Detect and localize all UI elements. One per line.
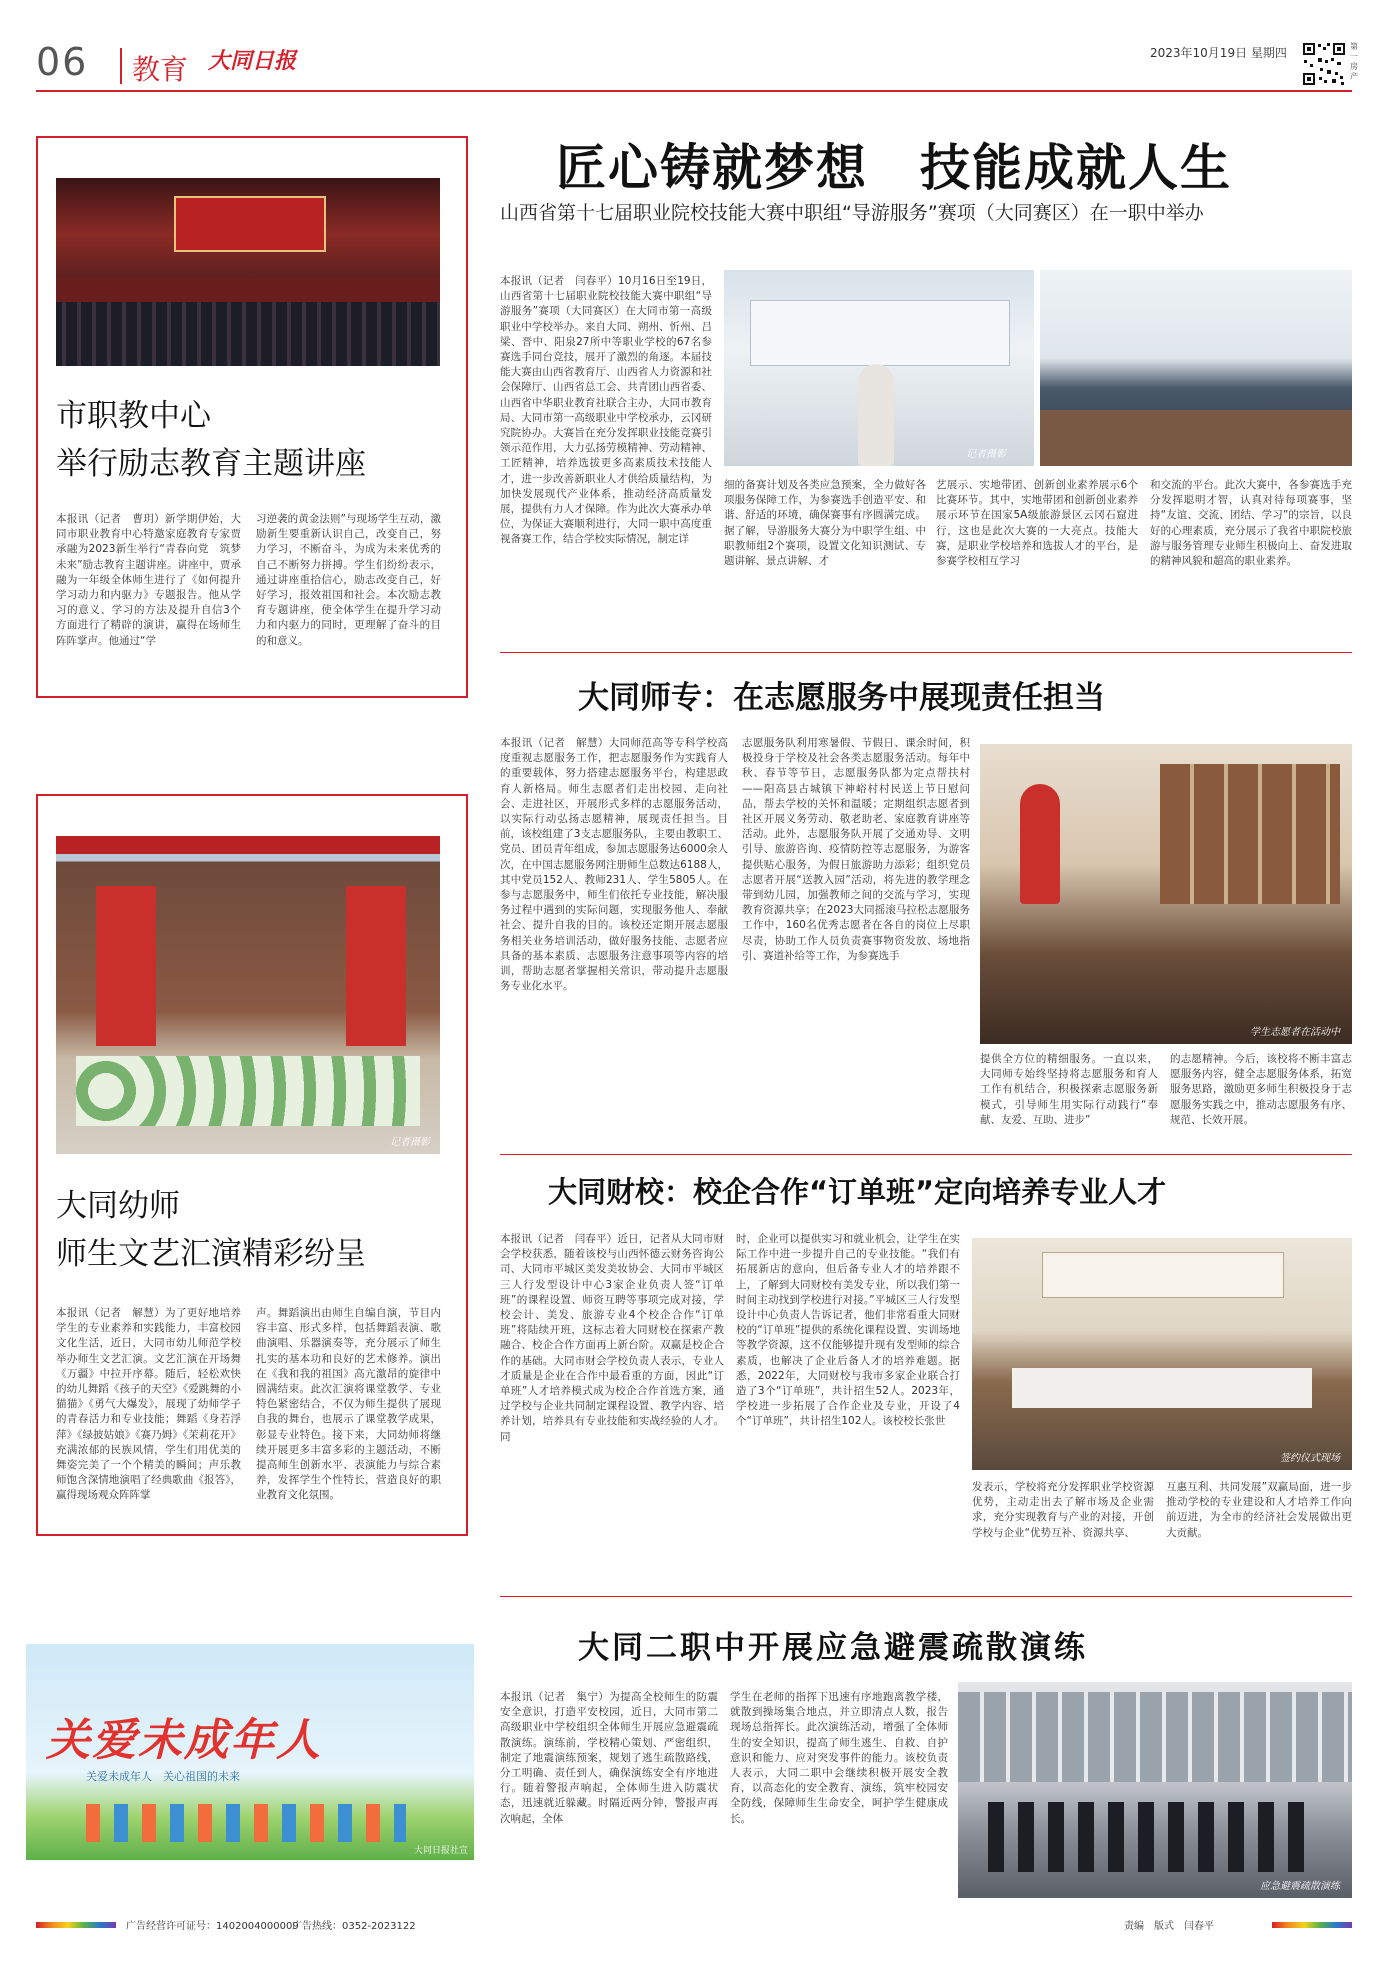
article3-body-col3: 发表示，学校将充分发挥职业学校资源优势，主动走出去了解市场及企业需求，充分实现教育与产业的对接，开创学校与企业“优势互补、资源共享、 [972, 1481, 1154, 1539]
section-rule [500, 652, 1352, 653]
qr-code-icon[interactable] [1302, 42, 1346, 86]
page-number: 06 [36, 40, 89, 84]
story-title-line1: 大同幼师 [56, 1188, 180, 1224]
banner-title: 关爱未成年人 [46, 1715, 322, 1766]
article1-subheadline: 山西省第十七届职业院校技能大赛中职组“导游服务”赛项（大同赛区）在一职中举办 [500, 202, 1204, 224]
tour-guide-contestant-photo [724, 270, 1034, 466]
article1-photo-caption: 记者摄影 [966, 449, 1006, 460]
article1-headline: 匠心铸就梦想 技能成就人生 [556, 139, 1232, 197]
sidebar-story-box-2 [36, 794, 468, 1536]
dance-photo-caption: 记者摄影 [390, 1137, 430, 1148]
article2-body-col3: 提供全方位的精细服务。一直以来，大同师专始终坚持将志愿服务和育人工作有机结合，积极探索志愿服务新模式，引导师生用实际行动践行“奉献、友爱、互助、进步” [980, 1053, 1158, 1126]
color-bar-right [1272, 1922, 1352, 1928]
article2-body-col1: 本报讯（记者 解慧）大同师范高等专科学校高度重视志愿服务工作，把志愿服务作为实践育人的重要载体，努力搭建志愿服务平台，构建思政育人新格局。师生志愿者们走出校园、走向社会、走进社区，开展形式多样的志愿服务活动，以实际行动弘扬志愿精神，展现责任担当。目前，该校组建了3支志愿服务队，主要由教职工、党员、团员青年组成，参加志愿服务达6000余人次，在中国志愿服务网注册师生总数达6188人，其中党员152人、教师231人、学生5805人。在参与志愿服务中，师生们依托专业技能，解决服务过程中遇到的实际问题，实现服务他人、奉献社会、提升自我的目的。该校还定期开展志愿服务相关业务培训活动，做好服务技能、志愿者应具备的基本素质、志愿服务注意事项等内容的培训，帮助志愿者掌握相关常识，带动提升志愿服务专业化水平。 [500, 737, 728, 993]
article3-body-col4: 互惠互利、共同发展”双赢局面，进一步推动学校的专业建设和人才培养工作向前迈进，为全市的经济社会发展做出更大贡献。 [1166, 1481, 1352, 1539]
ad-license: 广告经营许可证号：1402004000009 [126, 1921, 299, 1932]
judges-panel-photo [966, 270, 1352, 466]
article2-body-col4: 的志愿精神。今后，该校将不断丰富志愿服务内容，健全志愿服务体系，拓宽服务思路，激励更多师生积极投身于志愿服务实践之中，推动志愿服务有序、规范、长效开展。 [1170, 1053, 1352, 1126]
signing-ceremony-photo [972, 1238, 1352, 1470]
evacuation-drill-photo [958, 1682, 1352, 1898]
section-rule [500, 1596, 1352, 1597]
article4-body-col1: 本报讯（记者 集宁）为提高全校师生的防震安全意识，打造平安校园，近日，大同市第二高级职业中学校组织全体师生开展应急避震疏散演练。演练前，学校精心策划、严密组织，制定了地震演练预案，规划了逃生疏散路线，分工明确、责任到人，确保演练安全有序地进行。随着警报声响起，全体师生进入防震状态，迅速就近躲藏。时隔近两分钟，警报声再次响起，全体 [500, 1691, 718, 1825]
banner-subtitle: 关爱未成年人 关心祖国的未来 [86, 1770, 240, 1783]
article3-photo-caption: 签约仪式现场 [1280, 1453, 1340, 1464]
volunteer-activity-photo [980, 744, 1352, 1044]
newspaper-logo: 大同日报 [208, 48, 297, 74]
section-title: 教育 [132, 53, 189, 86]
header-divider [120, 48, 122, 84]
article1-body-col3: 艺展示、实地带团、创新创业素养展示6个比赛环节。其中，实地带团和创新创业素养展示环节在国家5A级旅游景区云冈石窟进行，这也是此次大赛的一大亮点。技能大赛，是职业学校培养和选拔人才的平台，是参赛学校相互学习 [936, 479, 1138, 568]
story-body-col2: 声。舞蹈演出由师生自编自演，节目内容丰富、形式多样，包括舞蹈表演、歌曲演唱、乐器演奏等，充分展示了师生扎实的基本功和良好的艺术修养。演出在《我和我的祖国》高亢激昂的旋律中圆满结束。此次汇演将课堂教学、专业特色紧密结合，不仅为师生提供了展现自我的舞台，也展示了课堂教学成果，彰显专业特色。接下来，大同幼师将继续开展更多丰富多彩的主题活动，不断提高师生创新水平、表演能力与综合素养，发挥学生个性特长，营造良好的职业教育文化氛围。 [256, 1307, 441, 1502]
story-title-line1: 市职教中心 [56, 398, 211, 434]
article3-headline: 大同财校：校企合作“订单班”定向培养专业人才 [548, 1175, 1167, 1209]
article1-body-col1: 本报讯（记者 闫春平）10月16日至19日，山西省第十七届职业院校技能大赛中职组“导游服务”赛项（大同赛区）在大同市第一高级职业中学校举办。来自大同、朔州、忻州、吕梁、晋中、阳泉27所中等职业学校的67名参赛选手同台竞技，展开了激烈的角逐。本届技能大赛由山西省教育厅、山西省人力资源和社会保障厅、山西省总工会、共青团山西省委、山西省中华职业教育社联合主办，大同市教育局、大同市第一高级职业中学校承办，云冈研究院协办。大赛旨在充分发挥职业技能竞赛引领示范作用，大力弘扬劳模精神、劳动精神、工匠精神，培养选拔更多高素质技术技能人才，进一步改善新职业人才供给质量结构，为加快发展现代产业体系，推动经济高质量发展，提供有力人才保障。作为此次大赛承办单位，为保证大赛顺利进行，大同一职中高度重视备赛工作，结合学校实际情况，制定详 [500, 275, 712, 546]
header-rule [36, 90, 1352, 92]
article3-body-col1: 本报讯（记者 闫春平）近日，记者从大同市财会学校获悉，随着该校与山西怀德云财务咨询公司、大同市平城区美发美妆协会、大同市平城区三人行发型设计中心3家企业负责人签“订单班”的课程设置、师资互聘等事项完成对接，学校会计、美发、旅游专业4个校企合作“订单班”将陆续开班，这标志着大同财校在探索产教融合、校企合作方面再上新台阶。双赢是校企合作的基础。大同市财会学校负责人表示，专业人才质量是企业在合作中最看重的方面，因此“订单班”人才培养模式成为校企合作首选方案，通过学校与企业共同制定课程设置、教学内容、培养计划，培养具有专业技能和实战经验的人才。同 [500, 1233, 724, 1443]
article2-headline: 大同师专：在志愿服务中展现责任担当 [578, 680, 1105, 716]
story-title-line2: 师生文艺汇演精彩纷呈 [56, 1236, 366, 1272]
sidebar-story-box-1 [36, 136, 468, 698]
dance-performance-photo [56, 836, 440, 1154]
public-service-banner [26, 1644, 474, 1860]
qr-label: 第一房产 [1350, 42, 1358, 81]
issue-date: 2023年10月19日 星期四 [1150, 46, 1287, 60]
article2-photo-caption: 学生志愿者在活动中 [1250, 1027, 1340, 1038]
ad-hotline: 广告热线：0352-2023122 [292, 1921, 416, 1932]
story-body-col1: 本报讯（记者 曹玥）新学期伊始，大同市职业教育中心特邀家庭教育专家贾承融为2023新生举行“青春向党 筑梦未来”励志教育主题讲座。讲座中，贾承融为一年级全体师生进行了《如何提升学习动力和内驱力》专题报告。他从学习的意义、学习的方法及提升自信3个方面进行了精辟的演讲，赢得在场师生阵阵掌声。他通过“学 [56, 513, 241, 647]
article3-body-col2: 时，企业可以提供实习和就业机会，让学生在实际工作中进一步提升自己的专业技能。“我们有拓展新店的意向，但后备专业人才的培养跟不上，了解到大同财校有美发专业，所以我们第一时间主动找到学校进行对接。”平城区三人行发型设计中心负责人告诉记者，他们非常看重大同财校的“订单班”提供的系统化课程设置、实训场地等教学资源，这不仅能够提升现有发型师的综合素质，也解决了企业后备人才的培养难题。据悉，2022年，大同财校与我市多家企业联合打造了3个“订单班”，共计招生52人。2023年，学校进一步拓展了合作企业及专业，开设了4个“订单班”，共计招生102人。该校校长张世 [736, 1233, 960, 1428]
story-body-col2: 习逆袭的黄金法则”与现场学生互动，激励新生要重新认识自己，改变自己，努力学习，不断奋斗，为成为未来优秀的自己不断努力拼搏。学生们纷纷表示，通过讲座重拾信心，励志改变自己，好好学习，报效祖国和社会。本次励志教育专题讲座，使全体学生在提升学习动力和内驱力的同时，更理解了奋斗的目的和意义。 [256, 513, 441, 647]
story-body-col1: 本报讯（记者 解慧）为了更好地培养学生的专业素养和实践能力，丰富校园文化生活，近日，大同市幼儿师范学校举办师生文艺汇演。文艺汇演在开场舞《万疆》中拉开序幕。随后，轻松欢快的幼儿舞蹈《孩子的天空》《爱跳舞的小猫猫》《勇气大爆发》，展现了幼师学子的青春活力和专业技能；舞蹈《身若浮萍》《绿披姑娘》《赛乃姆》《茉莉花开》充满浓郁的民族风情，学生们用优美的舞姿完美了一个个精美的瞬间；声乐教师饱含深情地演唱了经典歌曲《报答》，赢得现场观众阵阵掌 [56, 1307, 241, 1502]
article1-body-col2: 细的备赛计划及各类应急预案，全力做好各项服务保障工作，为参赛选手创造平安、和谐、舒适的环境，确保赛事有序圆满完成。据了解，导游服务大赛分为中职学生组、中职教师组2个赛项，设置文化知识测试、专题讲解、景点讲解、才 [724, 479, 926, 568]
banner-credit: 大同日报社宣 [413, 1846, 468, 1856]
lecture-hall-photo [56, 178, 440, 366]
article4-body-col2: 学生在老师的指挥下迅速有序地跑离教学楼，就散到操场集合地点，并立即清点人数，报告现场总指挥长。此次演练活动，增强了全体师生的安全知识，提高了师生逃生、自救、自护意识和能力、应对突发事件的能力。该校负责人表示，大同二职中会继续积极开展安全教育，以高态化的安全教育、演练，筑牢校园安全防线，保障师生生命安全，呵护学生健康成长。 [730, 1691, 948, 1825]
article4-photo-caption: 应急避震疏散演练 [1260, 1881, 1340, 1892]
color-bar-left [36, 1922, 116, 1928]
article4-headline: 大同二职中开展应急避震疏散演练 [578, 1630, 1088, 1666]
article1-body-col4: 和交流的平台。此次大赛中，各参赛选手充分发挥聪明才智，认真对待每项赛事，坚持“友谊、交流、团结、学习”的宗旨，以良好的心理素质，充分展示了我省中职院校旅游与服务管理专业师生积极向上、奋发进取的精神风貌和超高的职业素养。 [1150, 479, 1352, 568]
story-title-line2: 举行励志教育主题讲座 [56, 446, 366, 482]
editor-credit: 责编 版式 闫春平 [1124, 1921, 1214, 1932]
article2-body-col2: 志愿服务队利用寒暑假、节假日、课余时间，积极投身于学校及社会各类志愿服务活动。每年中秋、春节等节日，志愿服务队都为定点帮扶村——阳高县古城镇下神峪村村民送上节日慰问品，帮去学校的关怀和温暖；定期组织志愿者到社区开展义务劳动、敬老助老、家庭教育讲座等活动。此外，志愿服务队开展了交通劝导、文明引导、旅游咨询、疫情防控等志愿服务，为游客提供贴心服务，为假日旅游助力添彩；组织党员志愿者开展“送教入园”活动，将先进的教学理念带到幼儿园，加强教师之间的交流与学习，实现教育资源共享；在2023大同摇滚马拉松志愿服务工作中，160名优秀志愿者在各自的岗位上尽职尽责，协助工作人员负责赛事物资发放、场地指引、赛道补给等工作，为参赛选手 [742, 737, 970, 962]
section-rule [500, 1154, 1352, 1155]
children-silhouettes [86, 1804, 406, 1842]
